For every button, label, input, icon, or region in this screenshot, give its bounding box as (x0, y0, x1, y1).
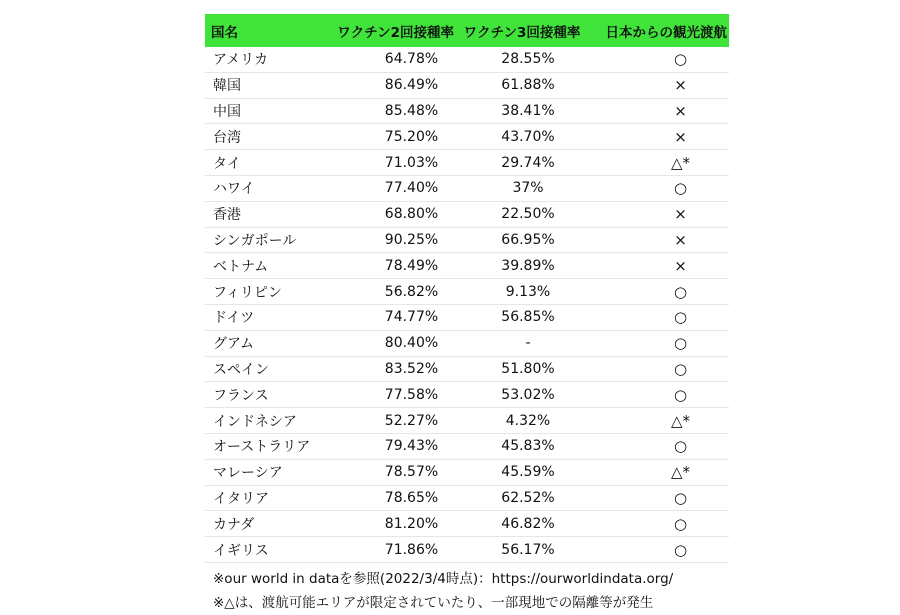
cell-two-dose-rate: 71.86% (325, 537, 458, 563)
cell-three-dose-rate: - (458, 330, 586, 356)
cell-tourism-travel: △* (586, 408, 729, 434)
cell-three-dose-rate: 39.89% (458, 253, 586, 279)
table-row (205, 330, 729, 356)
table-row (205, 279, 729, 305)
cell-country: シンガポール (205, 227, 325, 253)
table-row (205, 72, 729, 98)
cell-tourism-travel: ○ (586, 485, 729, 511)
table-row (205, 459, 729, 485)
vaccination-table (205, 14, 729, 563)
table-row (205, 304, 729, 330)
table-header (205, 14, 729, 47)
table-row (205, 253, 729, 279)
column-header-three-dose-rate: ワクチン3回接種率 (458, 14, 586, 47)
column-header-tourism-travel: 日本からの観光渡航 (586, 14, 729, 47)
table-row (205, 150, 729, 176)
cell-three-dose-rate: 45.83% (458, 433, 586, 459)
cell-country: マレーシア (205, 459, 325, 485)
cell-tourism-travel: ○ (586, 330, 729, 356)
cell-country: 中国 (205, 98, 325, 124)
cell-two-dose-rate: 77.40% (325, 175, 458, 201)
cell-three-dose-rate: 38.41% (458, 98, 586, 124)
cell-tourism-travel: ○ (586, 433, 729, 459)
cell-tourism-travel: × (586, 72, 729, 98)
cell-two-dose-rate: 64.78% (325, 47, 458, 72)
cell-country: イタリア (205, 485, 325, 511)
cell-country: カナダ (205, 511, 325, 537)
cell-two-dose-rate: 52.27% (325, 408, 458, 434)
cell-three-dose-rate: 28.55% (458, 47, 586, 72)
cell-tourism-travel: × (586, 201, 729, 227)
cell-three-dose-rate: 51.80% (458, 356, 586, 382)
cell-tourism-travel: × (586, 253, 729, 279)
cell-three-dose-rate: 4.32% (458, 408, 586, 434)
table-row (205, 408, 729, 434)
cell-country: ドイツ (205, 304, 325, 330)
cell-country: 韓国 (205, 72, 325, 98)
table-row (205, 382, 729, 408)
cell-three-dose-rate: 29.74% (458, 150, 586, 176)
cell-tourism-travel: × (586, 227, 729, 253)
cell-two-dose-rate: 78.57% (325, 459, 458, 485)
footnotes (205, 567, 729, 615)
cell-two-dose-rate: 90.25% (325, 227, 458, 253)
vaccination-table-document (205, 14, 729, 615)
cell-tourism-travel: ○ (586, 304, 729, 330)
table-row (205, 124, 729, 150)
cell-three-dose-rate: 61.88% (458, 72, 586, 98)
cell-tourism-travel: ○ (586, 175, 729, 201)
cell-three-dose-rate: 46.82% (458, 511, 586, 537)
cell-country: グアム (205, 330, 325, 356)
cell-three-dose-rate: 66.95% (458, 227, 586, 253)
footnote-source: ※our world in dataを参照(2022/3/4時点)：https://ourworldindata.org/ (213, 570, 674, 587)
cell-tourism-travel: ○ (586, 382, 729, 408)
cell-country: イギリス (205, 537, 325, 563)
cell-two-dose-rate: 78.65% (325, 485, 458, 511)
cell-two-dose-rate: 74.77% (325, 304, 458, 330)
table-header-row (205, 14, 729, 47)
cell-three-dose-rate: 62.52% (458, 485, 586, 511)
cell-two-dose-rate: 86.49% (325, 72, 458, 98)
column-header-two-dose-rate: ワクチン2回接種率 (325, 14, 458, 47)
cell-tourism-travel: ○ (586, 356, 729, 382)
cell-country: 台湾 (205, 124, 325, 150)
cell-tourism-travel: ○ (586, 537, 729, 563)
cell-country: ベトナム (205, 253, 325, 279)
cell-three-dose-rate: 9.13% (458, 279, 586, 305)
table-row (205, 356, 729, 382)
cell-three-dose-rate: 56.85% (458, 304, 586, 330)
cell-country: インドネシア (205, 408, 325, 434)
cell-tourism-travel: △* (586, 150, 729, 176)
cell-two-dose-rate: 78.49% (325, 253, 458, 279)
cell-country: タイ (205, 150, 325, 176)
cell-country: スペイン (205, 356, 325, 382)
cell-two-dose-rate: 56.82% (325, 279, 458, 305)
cell-two-dose-rate: 83.52% (325, 356, 458, 382)
cell-tourism-travel: △* (586, 459, 729, 485)
table-row (205, 175, 729, 201)
cell-three-dose-rate: 56.17% (458, 537, 586, 563)
cell-country: アメリカ (205, 47, 325, 72)
cell-two-dose-rate: 80.40% (325, 330, 458, 356)
cell-two-dose-rate: 68.80% (325, 201, 458, 227)
cell-three-dose-rate: 53.02% (458, 382, 586, 408)
cell-tourism-travel: × (586, 98, 729, 124)
cell-two-dose-rate: 79.43% (325, 433, 458, 459)
cell-three-dose-rate: 45.59% (458, 459, 586, 485)
cell-tourism-travel: ○ (586, 279, 729, 305)
table-row (205, 511, 729, 537)
cell-tourism-travel: × (586, 124, 729, 150)
cell-country: フランス (205, 382, 325, 408)
cell-tourism-travel: ○ (586, 47, 729, 72)
cell-country: オーストラリア (205, 433, 325, 459)
table-body (205, 47, 729, 562)
cell-country: フィリピン (205, 279, 325, 305)
table-row (205, 485, 729, 511)
cell-tourism-travel: ○ (586, 511, 729, 537)
table-row (205, 47, 729, 72)
cell-three-dose-rate: 37% (458, 175, 586, 201)
table-row (205, 227, 729, 253)
column-header-country: 国名 (205, 14, 325, 47)
cell-country: ハワイ (205, 175, 325, 201)
cell-three-dose-rate: 22.50% (458, 201, 586, 227)
footnote-triangle-explanation: ※△は、渡航可能エリアが限定されていたり、一部現地での隔離等が発生 (213, 594, 654, 611)
table-row (205, 98, 729, 124)
cell-two-dose-rate: 77.58% (325, 382, 458, 408)
table-row (205, 537, 729, 563)
cell-two-dose-rate: 81.20% (325, 511, 458, 537)
cell-two-dose-rate: 75.20% (325, 124, 458, 150)
table-row (205, 201, 729, 227)
table-row (205, 433, 729, 459)
cell-two-dose-rate: 85.48% (325, 98, 458, 124)
cell-three-dose-rate: 43.70% (458, 124, 586, 150)
cell-country: 香港 (205, 201, 325, 227)
cell-two-dose-rate: 71.03% (325, 150, 458, 176)
